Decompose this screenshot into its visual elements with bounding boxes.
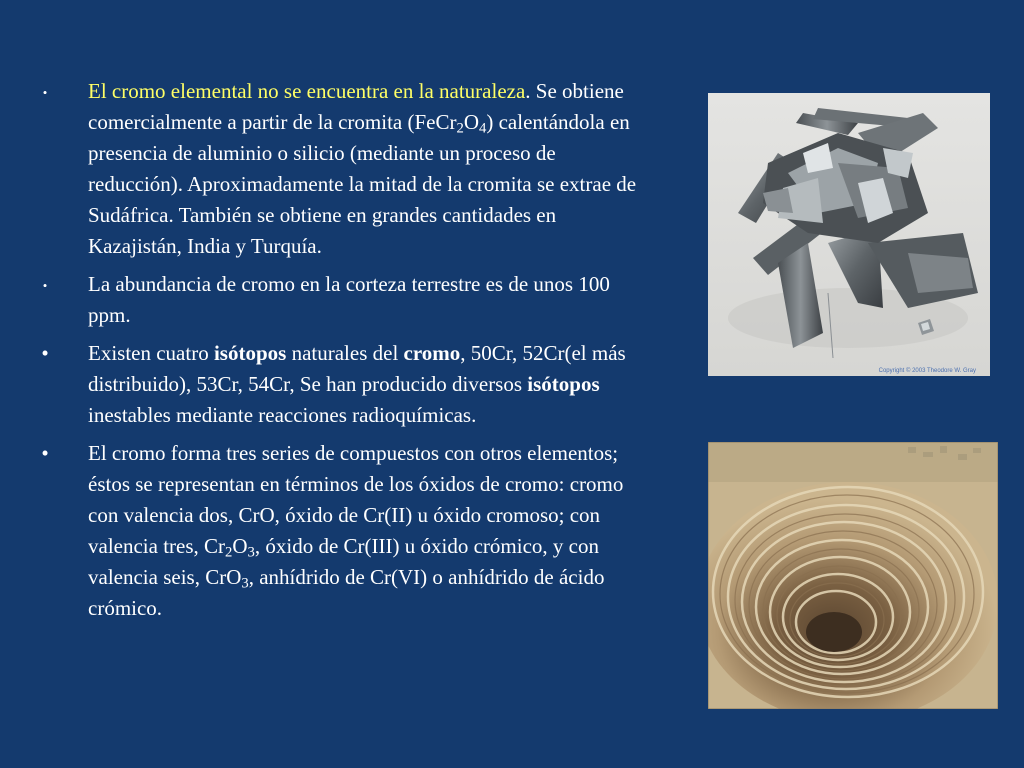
subscript: 2: [225, 544, 233, 561]
bullet-text: O: [232, 534, 248, 558]
subscript: 3: [247, 544, 255, 561]
bullet-marker: •: [42, 278, 48, 293]
bullet-item-1: [30, 76, 650, 262]
bold-term: isótopos: [527, 372, 600, 396]
bullet-item-3: [30, 338, 650, 431]
bold-term: cromo: [403, 341, 461, 365]
photo-copyright: Copyright © 2003 Theodore W. Gray: [878, 368, 976, 374]
bullet-text: O: [463, 110, 480, 134]
bullet-marker: •: [41, 341, 49, 365]
bullet-marker: •: [41, 441, 49, 465]
subscript: 2: [456, 120, 464, 137]
subscript: 4: [479, 120, 487, 137]
open-pit-mine-photo: [708, 442, 998, 709]
chromium-crystals-photo: [708, 93, 990, 376]
bullet-text: , 50Cr, 52Cr(el más distribuido), 53Cr, 54Cr, Se han producido diversos: [88, 341, 626, 396]
bullet-text: Existen cuatro: [88, 341, 214, 365]
bullet-text: , anhídrido de Cr(VI) o anhídrido de ácido crómico.: [88, 565, 605, 620]
bullet-marker: •: [42, 85, 48, 100]
chromium-crystals-illustration: [708, 93, 990, 376]
bullet-item-2: [30, 269, 650, 331]
subscript: 3: [241, 575, 249, 592]
bullet-text: . Se obtiene comercialmente a partir de la cromita (FeCr: [88, 79, 624, 134]
bullet-text: La abundancia de cromo en la corteza terrestre es de unos 100 ppm.: [88, 272, 610, 327]
bullet-text: inestables mediante reacciones radioquímicas.: [88, 403, 477, 427]
highlighted-text: El cromo elemental no se encuentra en la naturaleza: [88, 79, 526, 103]
bullet-text: naturales del: [286, 341, 404, 365]
bullet-text: ) calentándola en presencia de aluminio o silicio (mediante un proceso de reducción). Aproximadamente la mitad de la cromita se extrae de Sudáfrica. También se obtiene en grandes cantidades en Kazajistán, India y Turquía.: [88, 110, 637, 258]
bold-term: isótopos: [213, 341, 287, 365]
bullet-list: [30, 76, 650, 631]
bullet-text: El cromo forma tres series de compuestos con otros elementos; éstos se representan en términos de los óxidos de cromo: cromo con valencia dos, CrO, óxido de Cr(II) u óxido cromoso; con valencia tres, Cr: [88, 441, 624, 558]
bullet-text: , óxido de Cr(III) u óxido crómico, y con valencia seis, CrO: [88, 534, 599, 589]
open-pit-mine-illustration: [708, 442, 998, 709]
bullet-item-4: [30, 438, 650, 624]
